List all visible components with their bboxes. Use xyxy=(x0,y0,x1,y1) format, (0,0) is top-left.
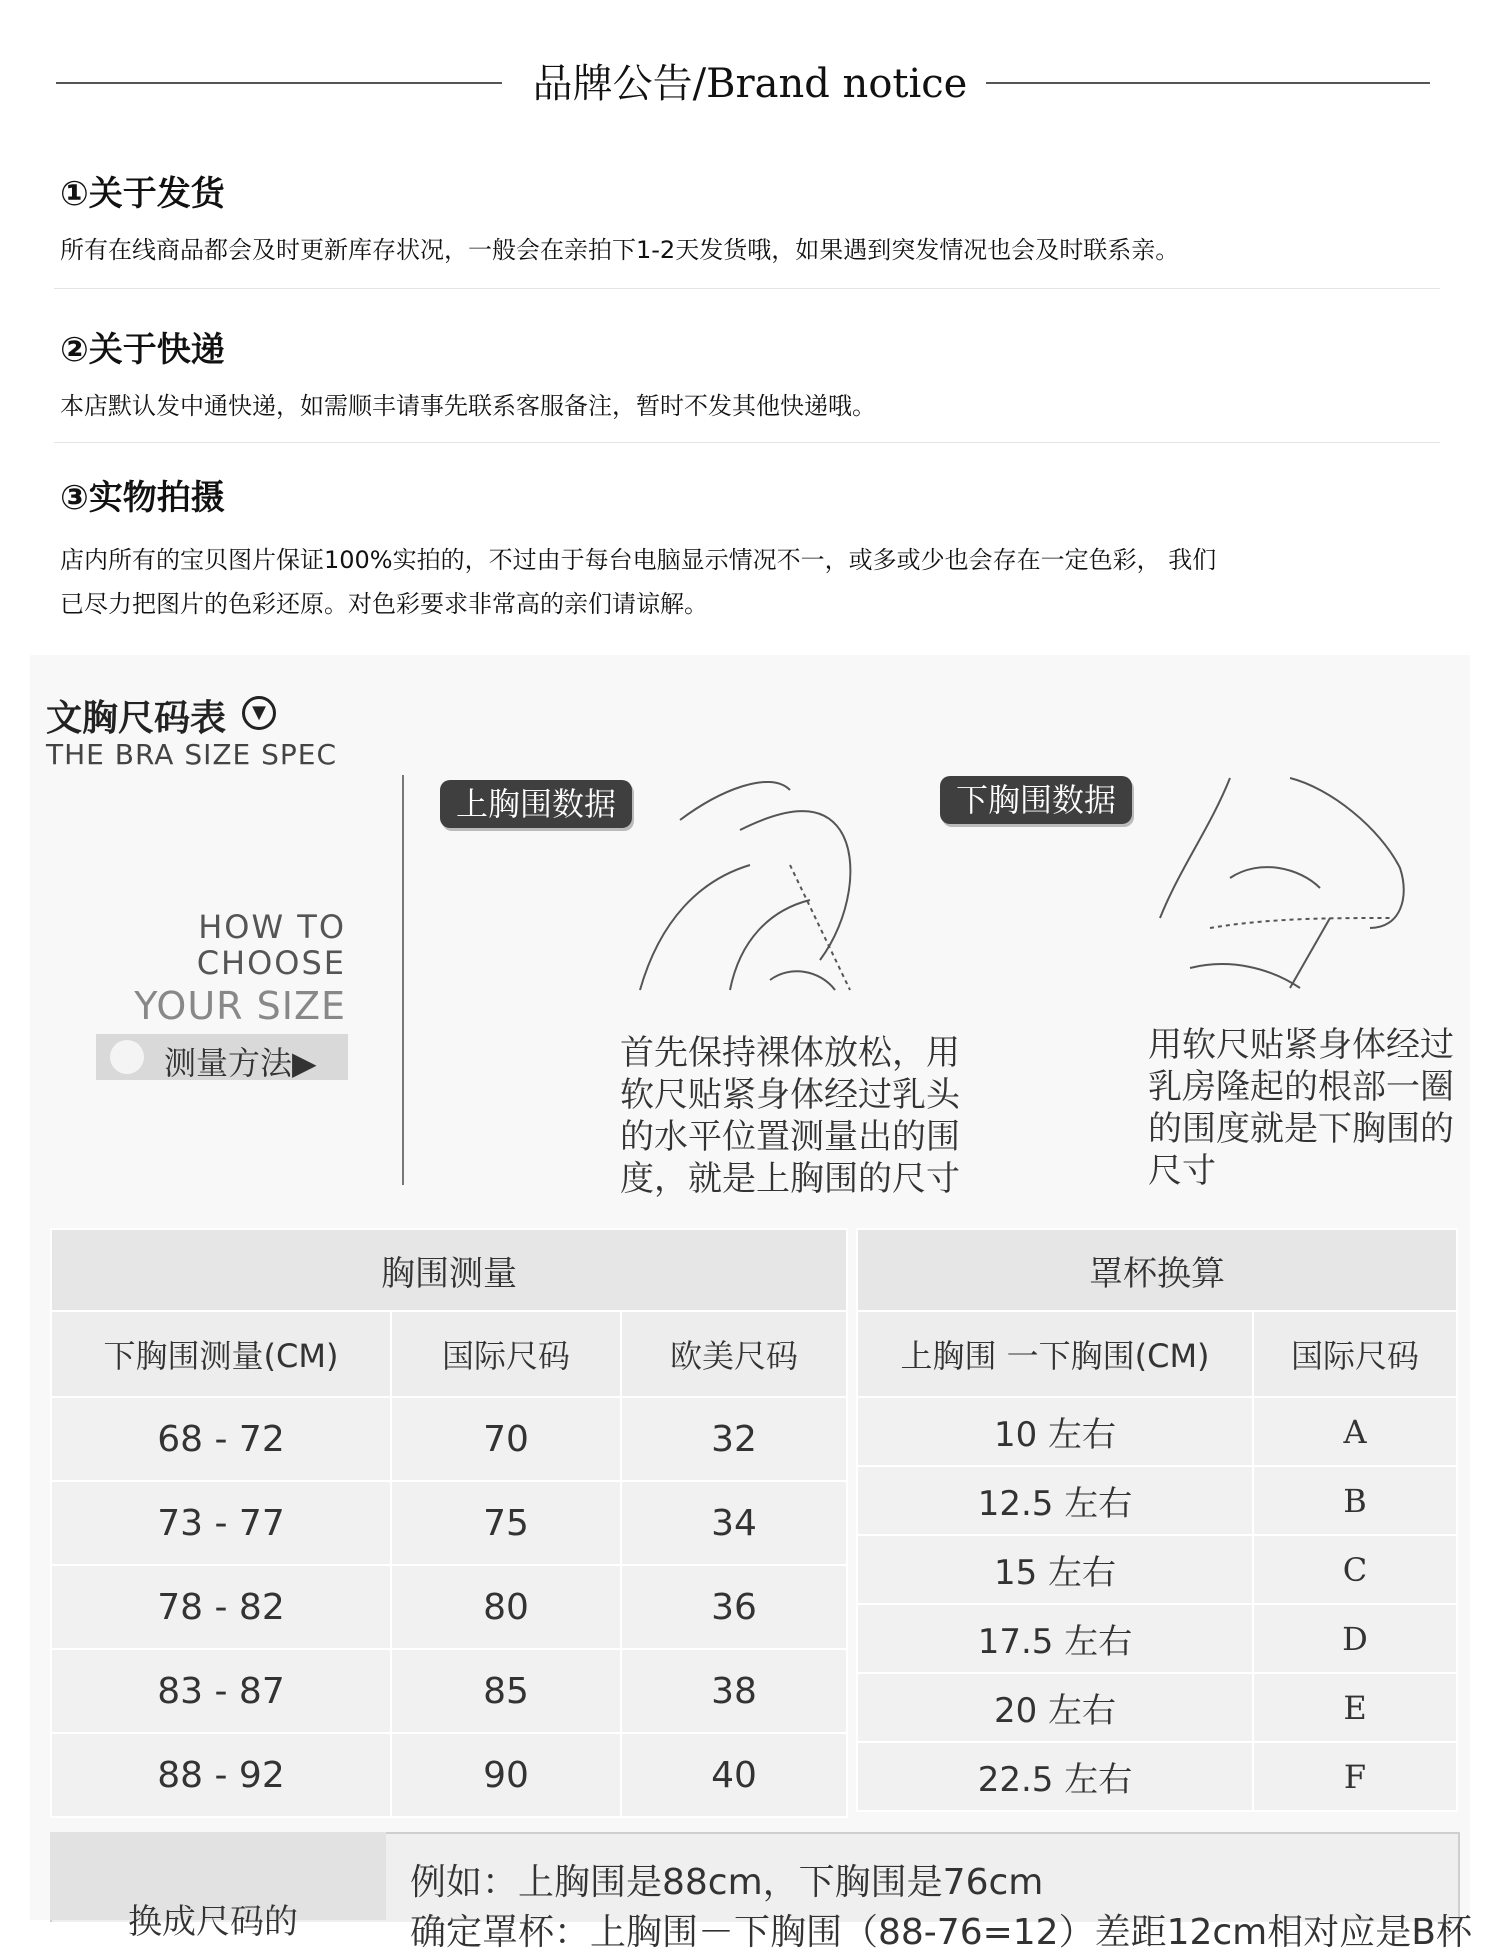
table-row xyxy=(51,1481,847,1565)
lower-bust-illustration xyxy=(1150,768,1450,998)
example-line1: 例如：上胸围是88cm，下胸围是76cm xyxy=(410,1862,1044,1903)
size-chart-subtitle: THE BRA SIZE SPEC xyxy=(46,738,338,771)
table-row xyxy=(857,1604,1457,1673)
header-rule-right xyxy=(986,82,1430,84)
example-line2: 确定罩杯：上胸围－下胸围（88-76=12）差距12cm相对应是B杯 xyxy=(410,1912,1472,1953)
vertical-divider xyxy=(402,775,404,1185)
table-cell: 36 xyxy=(621,1565,847,1649)
table-cell: 80 xyxy=(391,1565,621,1649)
measure-method-bar xyxy=(96,1034,348,1080)
lower-bust-desc-line2: 乳房隆起的根部一圈 xyxy=(1148,1067,1454,1107)
table-row xyxy=(857,1466,1457,1535)
divider xyxy=(54,442,1440,443)
table-cell: 75 xyxy=(391,1481,621,1565)
table-cell: 32 xyxy=(621,1397,847,1481)
table-caption: 罩杯换算 xyxy=(857,1229,1457,1311)
table-cell: 73 - 77 xyxy=(51,1481,391,1565)
howto-line1: HOW TO xyxy=(198,908,346,946)
table-cell: 70 xyxy=(391,1397,621,1481)
upper-bust-desc-line1: 首先保持裸体放松，用 xyxy=(620,1033,960,1073)
howto-line3: YOUR SIZE xyxy=(134,984,346,1028)
table-row xyxy=(51,1733,847,1817)
table-cell: 85 xyxy=(391,1649,621,1733)
notice-title: ③实物拍摄 xyxy=(60,478,225,518)
table-cell: 34 xyxy=(621,1481,847,1565)
down-triangle-circle-icon: ▼ xyxy=(242,696,276,730)
table-cell: 88 - 92 xyxy=(51,1733,391,1817)
notice-express xyxy=(60,330,1440,428)
table-row xyxy=(857,1742,1457,1811)
column-header: 欧美尺码 xyxy=(621,1311,847,1397)
measure-method-label: 测量方法▶ xyxy=(164,1044,317,1082)
page-title: 品牌公告/Brand notice xyxy=(532,61,968,107)
table-cell: B xyxy=(1253,1466,1457,1535)
example-label: 换成尺码的 xyxy=(128,1902,298,1942)
divider xyxy=(54,288,1440,289)
table-cell: 15 左右 xyxy=(857,1535,1253,1604)
table-cell: 12.5 左右 xyxy=(857,1466,1253,1535)
table-cell: 22.5 左右 xyxy=(857,1742,1253,1811)
notice-shipping xyxy=(60,174,1440,272)
upper-bust-desc-line4: 度，就是上胸围的尺寸 xyxy=(620,1159,960,1199)
table-cell: F xyxy=(1253,1742,1457,1811)
table-cell: 10 左右 xyxy=(857,1397,1253,1466)
table-cell: 38 xyxy=(621,1649,847,1733)
notice-body-line1: 店内所有的宝贝图片保证100%实拍的，不过由于每台电脑显示情况不一，或多或少也会存在一定色彩， 我们 xyxy=(60,546,1217,574)
header-rule-left xyxy=(56,82,502,84)
notice-title: ①关于发货 xyxy=(60,174,225,214)
table-row xyxy=(857,1673,1457,1742)
column-header: 上胸围 一下胸围(CM) xyxy=(857,1311,1253,1397)
table-cell: 83 - 87 xyxy=(51,1649,391,1733)
notice-body-line2: 已尽力把图片的色彩还原。对色彩要求非常高的亲们请谅解。 xyxy=(60,590,708,618)
table-cell: 20 左右 xyxy=(857,1673,1253,1742)
table-row xyxy=(857,1535,1457,1604)
table-cell: 17.5 左右 xyxy=(857,1604,1253,1673)
column-header: 国际尺码 xyxy=(1253,1311,1457,1397)
upper-bust-illustration xyxy=(620,770,920,1000)
cup-size-table xyxy=(856,1228,1458,1812)
lower-bust-desc-line1: 用软尺贴紧身体经过 xyxy=(1148,1025,1454,1065)
column-header: 国际尺码 xyxy=(391,1311,621,1397)
table-cell: 40 xyxy=(621,1733,847,1817)
column-header: 下胸围测量(CM) xyxy=(51,1311,391,1397)
upper-bust-tag: 上胸围数据 xyxy=(440,780,632,828)
table-cell: 90 xyxy=(391,1733,621,1817)
ruler-icon xyxy=(110,1040,144,1074)
upper-bust-desc-line3: 的水平位置测量出的围 xyxy=(620,1117,960,1157)
lower-bust-desc-line3: 的围度就是下胸围的 xyxy=(1148,1109,1454,1149)
table-row xyxy=(51,1565,847,1649)
band-size-table xyxy=(50,1228,848,1818)
size-chart-title: 文胸尺码表 xyxy=(46,698,227,739)
table-row xyxy=(51,1397,847,1481)
table-cell: A xyxy=(1253,1397,1457,1466)
table-cell: 68 - 72 xyxy=(51,1397,391,1481)
table-cell: E xyxy=(1253,1673,1457,1742)
table-cell: C xyxy=(1253,1535,1457,1604)
table-row xyxy=(857,1397,1457,1466)
howto-line2: CHOOSE xyxy=(196,944,346,982)
notice-title: ②关于快递 xyxy=(60,330,225,370)
notice-body: 本店默认发中通快递，如需顺丰请事先联系客服备注，暂时不发其他快递哦。 xyxy=(60,392,876,420)
lower-bust-desc-line4: 尺寸 xyxy=(1148,1151,1216,1191)
table-caption: 胸围测量 xyxy=(51,1229,847,1311)
table-cell: D xyxy=(1253,1604,1457,1673)
lower-bust-tag: 下胸围数据 xyxy=(940,776,1132,824)
table-cell: 78 - 82 xyxy=(51,1565,391,1649)
notice-photos xyxy=(60,478,1440,626)
notice-body: 所有在线商品都会及时更新库存状况，一般会在亲拍下1-2天发货哦，如果遇到突发情况也会及时联系亲。 xyxy=(60,236,1180,264)
table-row xyxy=(51,1649,847,1733)
upper-bust-desc-line2: 软尺贴紧身体经过乳头 xyxy=(620,1075,960,1115)
